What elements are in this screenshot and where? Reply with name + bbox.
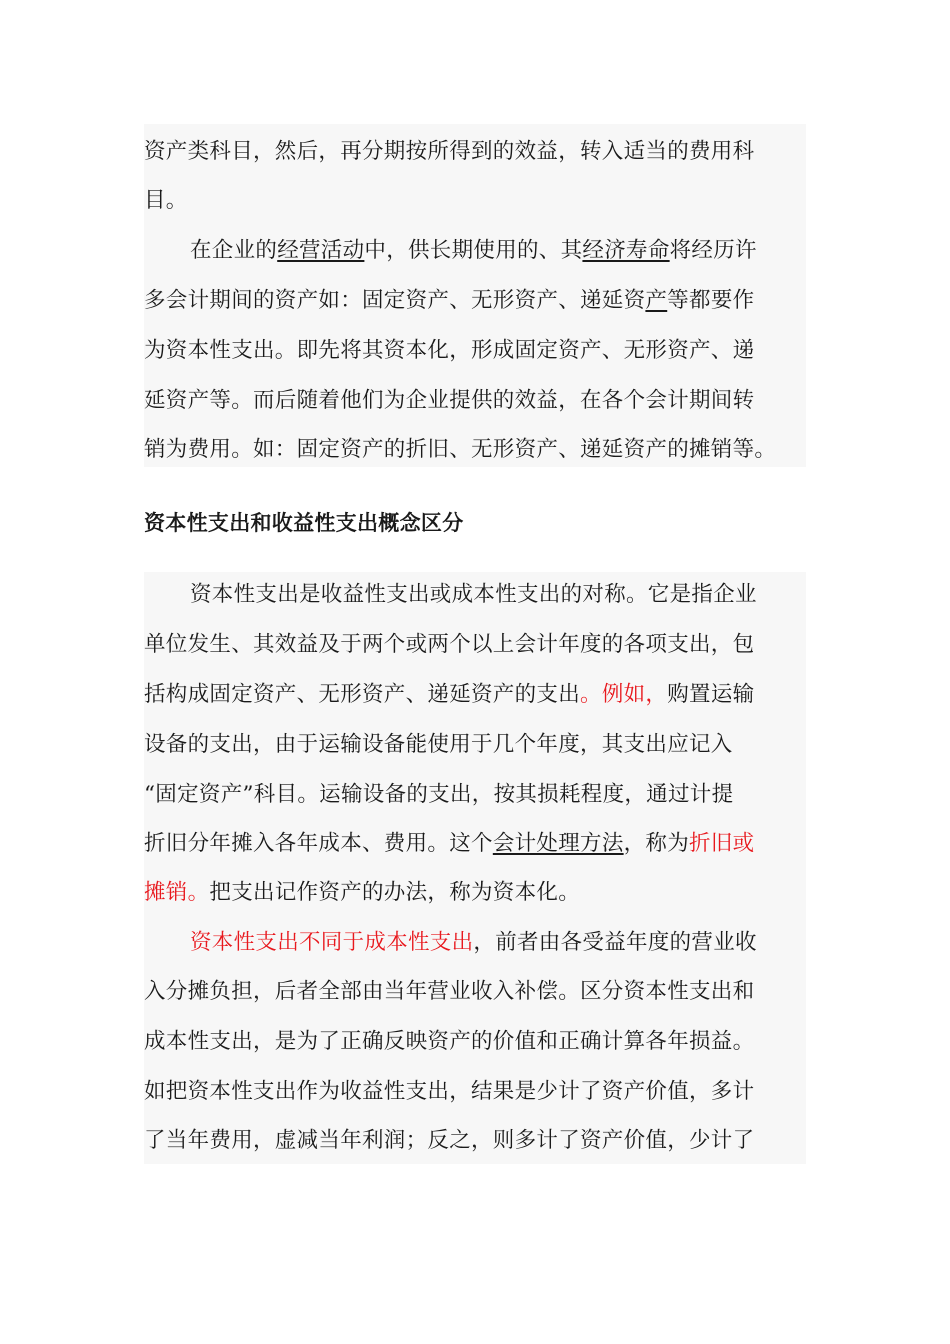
p3-line-6: 折旧分年摊入各年成本、费用。这个会计处理方法，称为折旧或 [144, 831, 755, 856]
p4-line-5: 了当年费用，虚减当年利润；反之，则多计了资产价值，少计了 [144, 1128, 755, 1153]
p3-line-5: “固定资产”科目。运输设备的支出，按其损耗程度，通过计提 [144, 782, 734, 807]
text-block-bottom [144, 572, 806, 1164]
p3-line-1: 资本性支出是收益性支出或成本性支出的对称。它是指企业 [190, 582, 757, 607]
p2-line-2: 多会计期间的资产如：固定资产、无形资产、递延资产等都要作 [144, 288, 755, 313]
p3-line-4: 设备的支出，由于运输设备能使用于几个年度，其支出应记入 [144, 732, 733, 757]
p2-line-3: 为资本性支出。即先将其资本化，形成固定资产、无形资产、递 [144, 338, 755, 363]
link-economic-life[interactable]: 经济寿命 [582, 238, 670, 263]
p1-line-2: 目。 [144, 188, 188, 213]
p3-line-2: 单位发生、其效益及于两个或两个以上会计年度的各项支出，包 [144, 632, 755, 657]
p3-line-3: 括构成固定资产、无形资产、递延资产的支出。例如，购置运输 [144, 682, 755, 707]
p2-line-1: 在企业的经营活动中，供长期使用的、其经济寿命将经历许 [190, 238, 757, 263]
p4-line-2: 入分摊负担，后者全部由当年营业收入补偿。区分资本性支出和 [144, 979, 755, 1004]
p4-line-1: 资本性支出不同于成本性支出，前者由各受益年度的营业收 [190, 930, 757, 955]
link-business-activity[interactable]: 经营活动 [277, 238, 365, 263]
link-asset[interactable]: 产 [645, 288, 668, 313]
p4-line-4: 如把资本性支出作为收益性支出，结果是少计了资产价值，多计 [144, 1079, 755, 1104]
p3-line-7: 摊销。把支出记作资产的办法，称为资本化。 [144, 880, 581, 905]
p4-line-3: 成本性支出，是为了正确反映资产的价值和正确计算各年损益。 [144, 1029, 755, 1054]
section-heading: 资本性支出和收益性支出概念区分 [144, 511, 464, 535]
link-accounting-method[interactable]: 会计处理方法 [492, 831, 624, 856]
p1-line-1: 资产类科目，然后，再分期按所得到的效益，转入适当的费用科 [144, 139, 755, 164]
p2-line-5: 销为费用。如：固定资产的折旧、无形资产、递延资产的摊销等。 [144, 437, 777, 462]
p2-line-4: 延资产等。而后随着他们为企业提供的效益，在各个会计期间转 [144, 388, 755, 413]
